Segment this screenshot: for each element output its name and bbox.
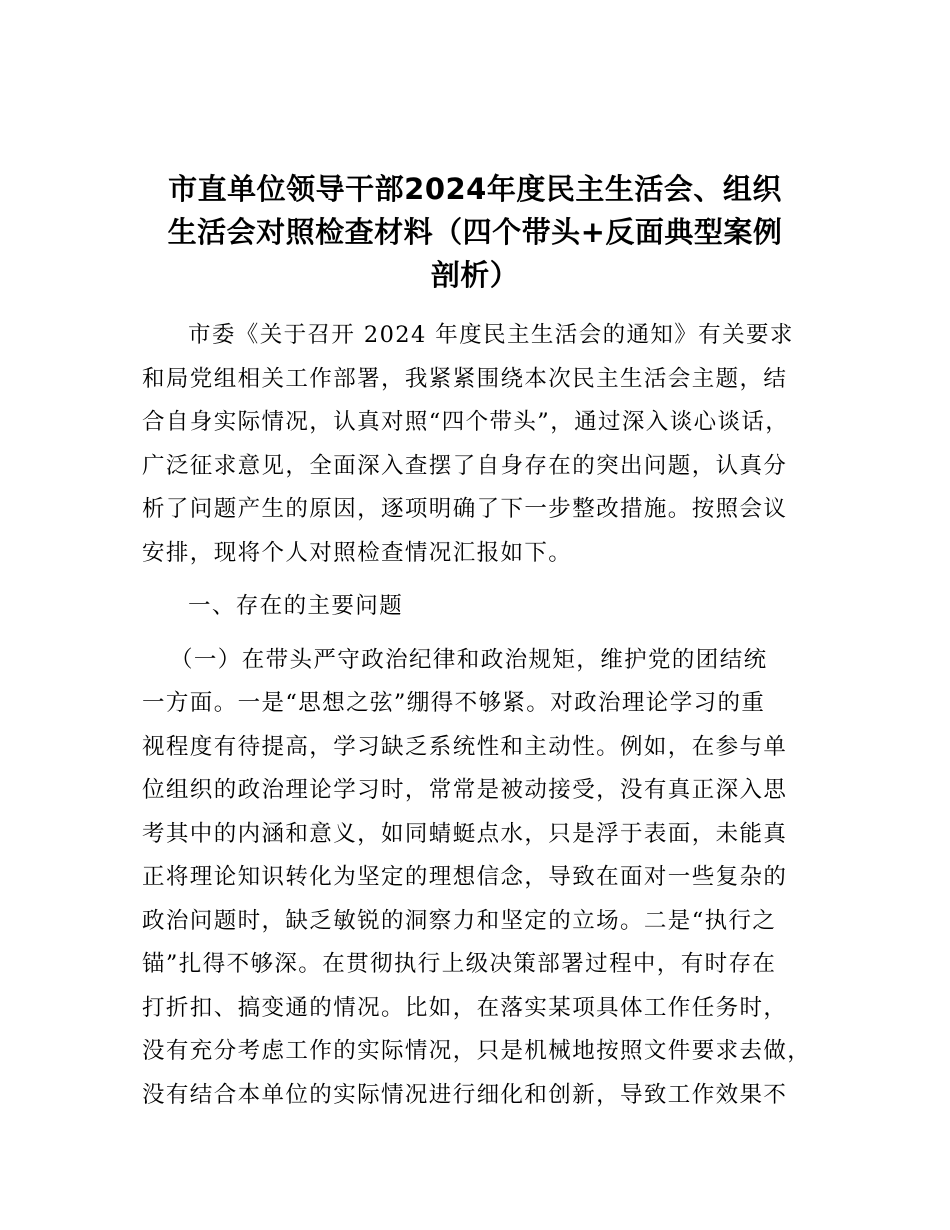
paragraph-line: 和局党组相关工作部署，我紧紧围绕本次民主生活会主题，结 [142,365,788,392]
paragraph-line: （一）在带头严守政治纪律和政治规矩，维护党的团结统 [170,646,768,673]
paragraph-line: 视程度有待提高，学习缺乏系统性和主动性。例如，在参与单 [142,733,788,760]
paragraph-line: 考其中的内涵和意义，如同蜻蜓点水，只是浮于表面，未能真 [142,820,788,847]
section-heading: 一、存在的主要问题 [188,593,404,619]
paragraph-line: 没有结合本单位的实际情况进行细化和创新，导致工作效果不 [142,1081,788,1108]
paragraph-line: 市委《关于召开 2024 年度民主生活会的通知》有关要求 [188,322,794,348]
paragraph-line: 广泛征求意见，全面深入查摆了自身存在的突出问题，认真分 [142,452,788,479]
paragraph-line: 位组织的政治理论学习时，常常是被动接受，没有真正深入思 [142,777,788,803]
paragraph-line: 安排，现将个人对照检查情况汇报如下。 [142,539,573,566]
paragraph-line: 打折扣、搞变通的情况。比如，在落实某项具体工作任务时， [142,994,788,1021]
intro-paragraph [142,314,822,575]
paragraph-line: 析了问题产生的原因，逐项明确了下一步整改措施。按照会议 [142,496,788,522]
section1-paragraph [142,639,822,1118]
title-line: 剖析） [430,258,520,292]
paragraph-line: 锚”扎得不够深。在贯彻执行上级决策部署过程中，有时存在 [142,951,777,977]
paragraph-line: 政治问题时，缺乏敏锐的洞察力和坚定的立场。二是“执行之 [142,907,777,934]
title-line: 市直单位领导干部2024年度民主生活会、组织 [168,172,782,206]
paragraph-line: 没有充分考虑工作的实际情况，只是机械地按照文件要求去做， [142,1038,812,1064]
document-body [142,314,822,1117]
paragraph-line: 一方面。一是“思想之弦”绷得不够紧。对政治理论学习的重 [142,690,766,716]
paragraph-line: 正将理论知识转化为坚定的理想信念，导致在面对一些复杂的 [142,864,788,890]
document-title [130,168,820,297]
paragraph-line: 合自身实际情况，认真对照“四个带头”，通过深入谈心谈话， [142,409,790,435]
title-line: 生活会对照检查材料（四个带头+反面典型案例 [167,215,783,249]
